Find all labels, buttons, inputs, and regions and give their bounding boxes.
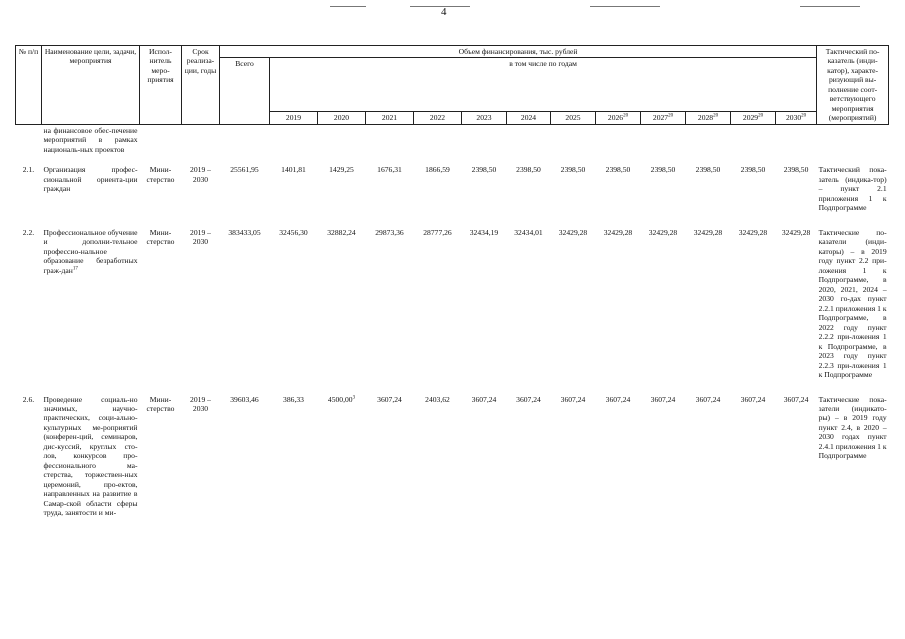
header-year: [270, 112, 318, 124]
year-value-text: 3607,24: [471, 394, 497, 404]
row-year-value: [366, 227, 414, 394]
row-year-value: [776, 394, 817, 520]
year-value-text: 2403,62: [425, 394, 450, 404]
header-year: [462, 112, 507, 124]
row-total: 383433,05: [228, 227, 261, 237]
year-value-text: 3607,24: [783, 394, 809, 404]
year-value-text: 2398,50: [740, 165, 766, 175]
row-year-value: [731, 394, 776, 520]
row-indicator: Тактические пока-затели (индикато-ры) – в 2019 году пункт 2.4, в 2020 – 2030 годах пункт 2.4.1 приложения 1 к Подпрограмме: [818, 394, 887, 461]
row-year-value: [551, 227, 596, 394]
header-year-label: 2020: [333, 113, 350, 123]
year-value-text: 4500,00: [327, 394, 353, 404]
row-year-value: [270, 227, 318, 394]
row-indicator: Тактические по-казатели (инди-каторы) – в 2019 году пункт 2.2 при-ложения 1 к Подпрограмме, в 2020, 2021, 2024 – 2030 го-дах пункт 2.2.1 приложения 1 к Подпрограмме, в 2022 году пункт 2.2.2 при-ложения 1 к Подпрограмме, в 2023 году пункт 2.2.3 при-ложения 1 к Подпрограмме: [818, 227, 887, 380]
header-num: № п/п: [16, 46, 42, 125]
footnote-ref: 20: [801, 113, 807, 119]
row-number: 2.2.: [22, 227, 35, 237]
row-year-value: [641, 164, 686, 226]
year-value-text: 2398,50: [605, 165, 631, 175]
header-year-label: 2025: [565, 113, 581, 123]
year-value-text: 1676,31: [377, 165, 402, 175]
row-year-value: [414, 164, 462, 226]
header-year: [507, 112, 551, 124]
row-year-value: [641, 227, 686, 394]
row-year-value: [731, 227, 776, 394]
row-year-value: [551, 394, 596, 520]
year-value-text: 32456,30: [279, 227, 308, 237]
header-indicator: Тактический по-казатель (инди-катор), характе-ризующий вы-полнение соот-ветствующего мероприятия (мероприятий): [817, 46, 889, 125]
year-value-text: 28777,26: [423, 227, 452, 237]
row-executor: Мини-стерство: [146, 227, 175, 247]
year-value-text: 2398,50: [560, 165, 586, 175]
year-value-text: 1429,25: [329, 165, 354, 175]
row-year-value: [641, 394, 686, 520]
table-row: [16, 227, 889, 394]
scan-mark: [330, 6, 366, 7]
year-value-text: 32429,28: [781, 227, 811, 237]
row-year-value: [366, 394, 414, 520]
header-year-label: 2026: [607, 113, 624, 123]
row-year-value: [776, 164, 817, 226]
year-value-text: 2398,50: [650, 165, 676, 175]
row-year-value: [366, 164, 414, 226]
row-year-value: [596, 164, 641, 226]
row-year-value: [731, 164, 776, 226]
header-year: [366, 112, 414, 124]
year-value-text: 2398,50: [783, 165, 809, 175]
row-year-value: [776, 227, 817, 394]
year-value-text: 3607,24: [650, 394, 676, 404]
scan-mark: [410, 6, 470, 7]
row-term: 2019 – 2030: [190, 227, 211, 247]
row-year-value: [270, 394, 318, 520]
header-year-label: 2023: [476, 113, 492, 123]
year-value-text: 2398,50: [516, 165, 541, 175]
table-row: [16, 164, 889, 226]
row-name: [42, 227, 140, 394]
continuation-row: [16, 124, 889, 164]
row-number: 2.6.: [22, 394, 35, 404]
row-name: [42, 394, 140, 520]
header-year-label: 2029: [742, 113, 759, 123]
row-year-value: [596, 394, 641, 520]
row-total: 39603,46: [230, 394, 259, 404]
row-year-value: [596, 227, 641, 394]
year-value-text: 3607,24: [695, 394, 721, 404]
header-year-label: 2030: [785, 113, 802, 123]
row-total: 25561,95: [230, 165, 259, 175]
row-term: 2019 – 2030: [190, 165, 211, 184]
row-year-value: [318, 394, 366, 520]
row-year-value: [462, 164, 507, 226]
header-year: [641, 112, 686, 124]
header-year: [318, 112, 366, 124]
footnote-ref: 17: [72, 266, 78, 272]
year-value-text: 29873,36: [375, 227, 404, 237]
financing-table: [15, 45, 889, 520]
row-name-text: Профессиональное обучение и дополни-тельное профессио-нальное образование безработных граж-дан: [43, 227, 138, 275]
row-year-value: [414, 227, 462, 394]
row-number: 2.1.: [22, 165, 35, 175]
scan-mark: [800, 6, 860, 7]
year-value-text: 3607,24: [516, 394, 541, 404]
year-value-text: 32434,19: [469, 227, 499, 237]
header-year-label: 2024: [520, 113, 537, 123]
header-year: [414, 112, 462, 124]
header-year: [731, 112, 776, 124]
year-value-text: 32429,28: [603, 227, 633, 237]
footnote-ref: 20: [713, 113, 719, 119]
row-year-value: [507, 164, 551, 226]
year-value-text: 32429,28: [558, 227, 588, 237]
row-year-value: [414, 394, 462, 520]
row-year-value: [318, 164, 366, 226]
header-term: Срок реализа-ции, годы: [182, 46, 220, 125]
table-row: [16, 394, 889, 520]
year-value-text: 32434,01: [514, 227, 543, 237]
year-value-text: 3607,24: [740, 394, 766, 404]
header-year: [551, 112, 596, 124]
footnote-ref: 20: [668, 113, 674, 119]
header-by-years: в том числе по годам: [270, 58, 817, 112]
header-year: [596, 112, 641, 124]
row-year-value: [551, 164, 596, 226]
year-value-text: 3607,24: [605, 394, 631, 404]
header-funding: Объем финансирования, тыс. рублей: [220, 46, 817, 58]
year-value-text: 3607,24: [377, 394, 402, 404]
year-value-text: 386,33: [283, 394, 304, 404]
year-value-text: 2398,50: [695, 165, 721, 175]
row-name-text: Организация профес-сиональной ориента-ции граждан: [43, 165, 138, 194]
header-year: [776, 112, 817, 124]
row-year-value: [686, 394, 731, 520]
row-name: [42, 164, 140, 226]
year-value-text: 32429,28: [648, 227, 678, 237]
row-year-value: [686, 164, 731, 226]
row-year-value: [507, 227, 551, 394]
year-value-text: 2398,50: [471, 165, 497, 175]
header-year-label: 2027: [652, 113, 669, 123]
header-total: Всего: [220, 58, 270, 124]
header-name: Наименование цели, задачи, мероприятия: [42, 46, 140, 125]
header-year-label: 2022: [429, 113, 446, 123]
header-year-label: 2028: [697, 113, 714, 123]
row-term: 2019 – 2030: [190, 394, 211, 413]
row-indicator: Тактический пока-затель (индика-тор) – пункт 2.1 приложения 1 к Подпрограмме: [818, 165, 887, 213]
year-value-text: 32429,28: [738, 227, 768, 237]
row-year-value: [507, 394, 551, 520]
row-year-value: [318, 227, 366, 394]
year-value-text: 32882,24: [327, 227, 356, 237]
row-name-text: Проведение социаль-но значимых, научно-практических, соци-ально-культурных ме-роприятий (конферен-ций, семинаров, дис-куссий, круглых сто-лов, конкурсов про-фессионального ма-стерства, торжествен-ных церемоний, про-ектов, направленных на развитие в Самар-ской области сферы труда, занятости и ми-: [43, 394, 138, 518]
year-value-text: 1866,59: [425, 165, 450, 175]
row-executor: Мини-стерство: [146, 165, 175, 184]
footnote-ref: 20: [623, 113, 629, 119]
header-year: [686, 112, 731, 124]
footnote-ref: 20: [758, 113, 764, 119]
scan-mark: [590, 6, 660, 7]
page-number: 4: [441, 6, 447, 18]
header-year-label: 2021: [381, 113, 398, 123]
continuation-text: на финансовое обес-печение мероприятий в рамках националь-ных проектов: [43, 125, 138, 154]
year-value-text: 1401,81: [281, 165, 306, 175]
row-year-value: [686, 227, 731, 394]
bottom-edge: [15, 626, 888, 627]
header-year-label: 2019: [285, 113, 302, 123]
row-executor: Мини-стерство: [146, 394, 175, 413]
row-year-value: [462, 227, 507, 394]
header-executor: Испол-нитель меро-приятия: [140, 46, 182, 125]
footnote-ref: 3: [352, 394, 356, 400]
year-value-text: 3607,24: [560, 394, 586, 404]
row-year-value: [462, 394, 507, 520]
year-value-text: 32429,28: [693, 227, 723, 237]
row-year-value: [270, 164, 318, 226]
